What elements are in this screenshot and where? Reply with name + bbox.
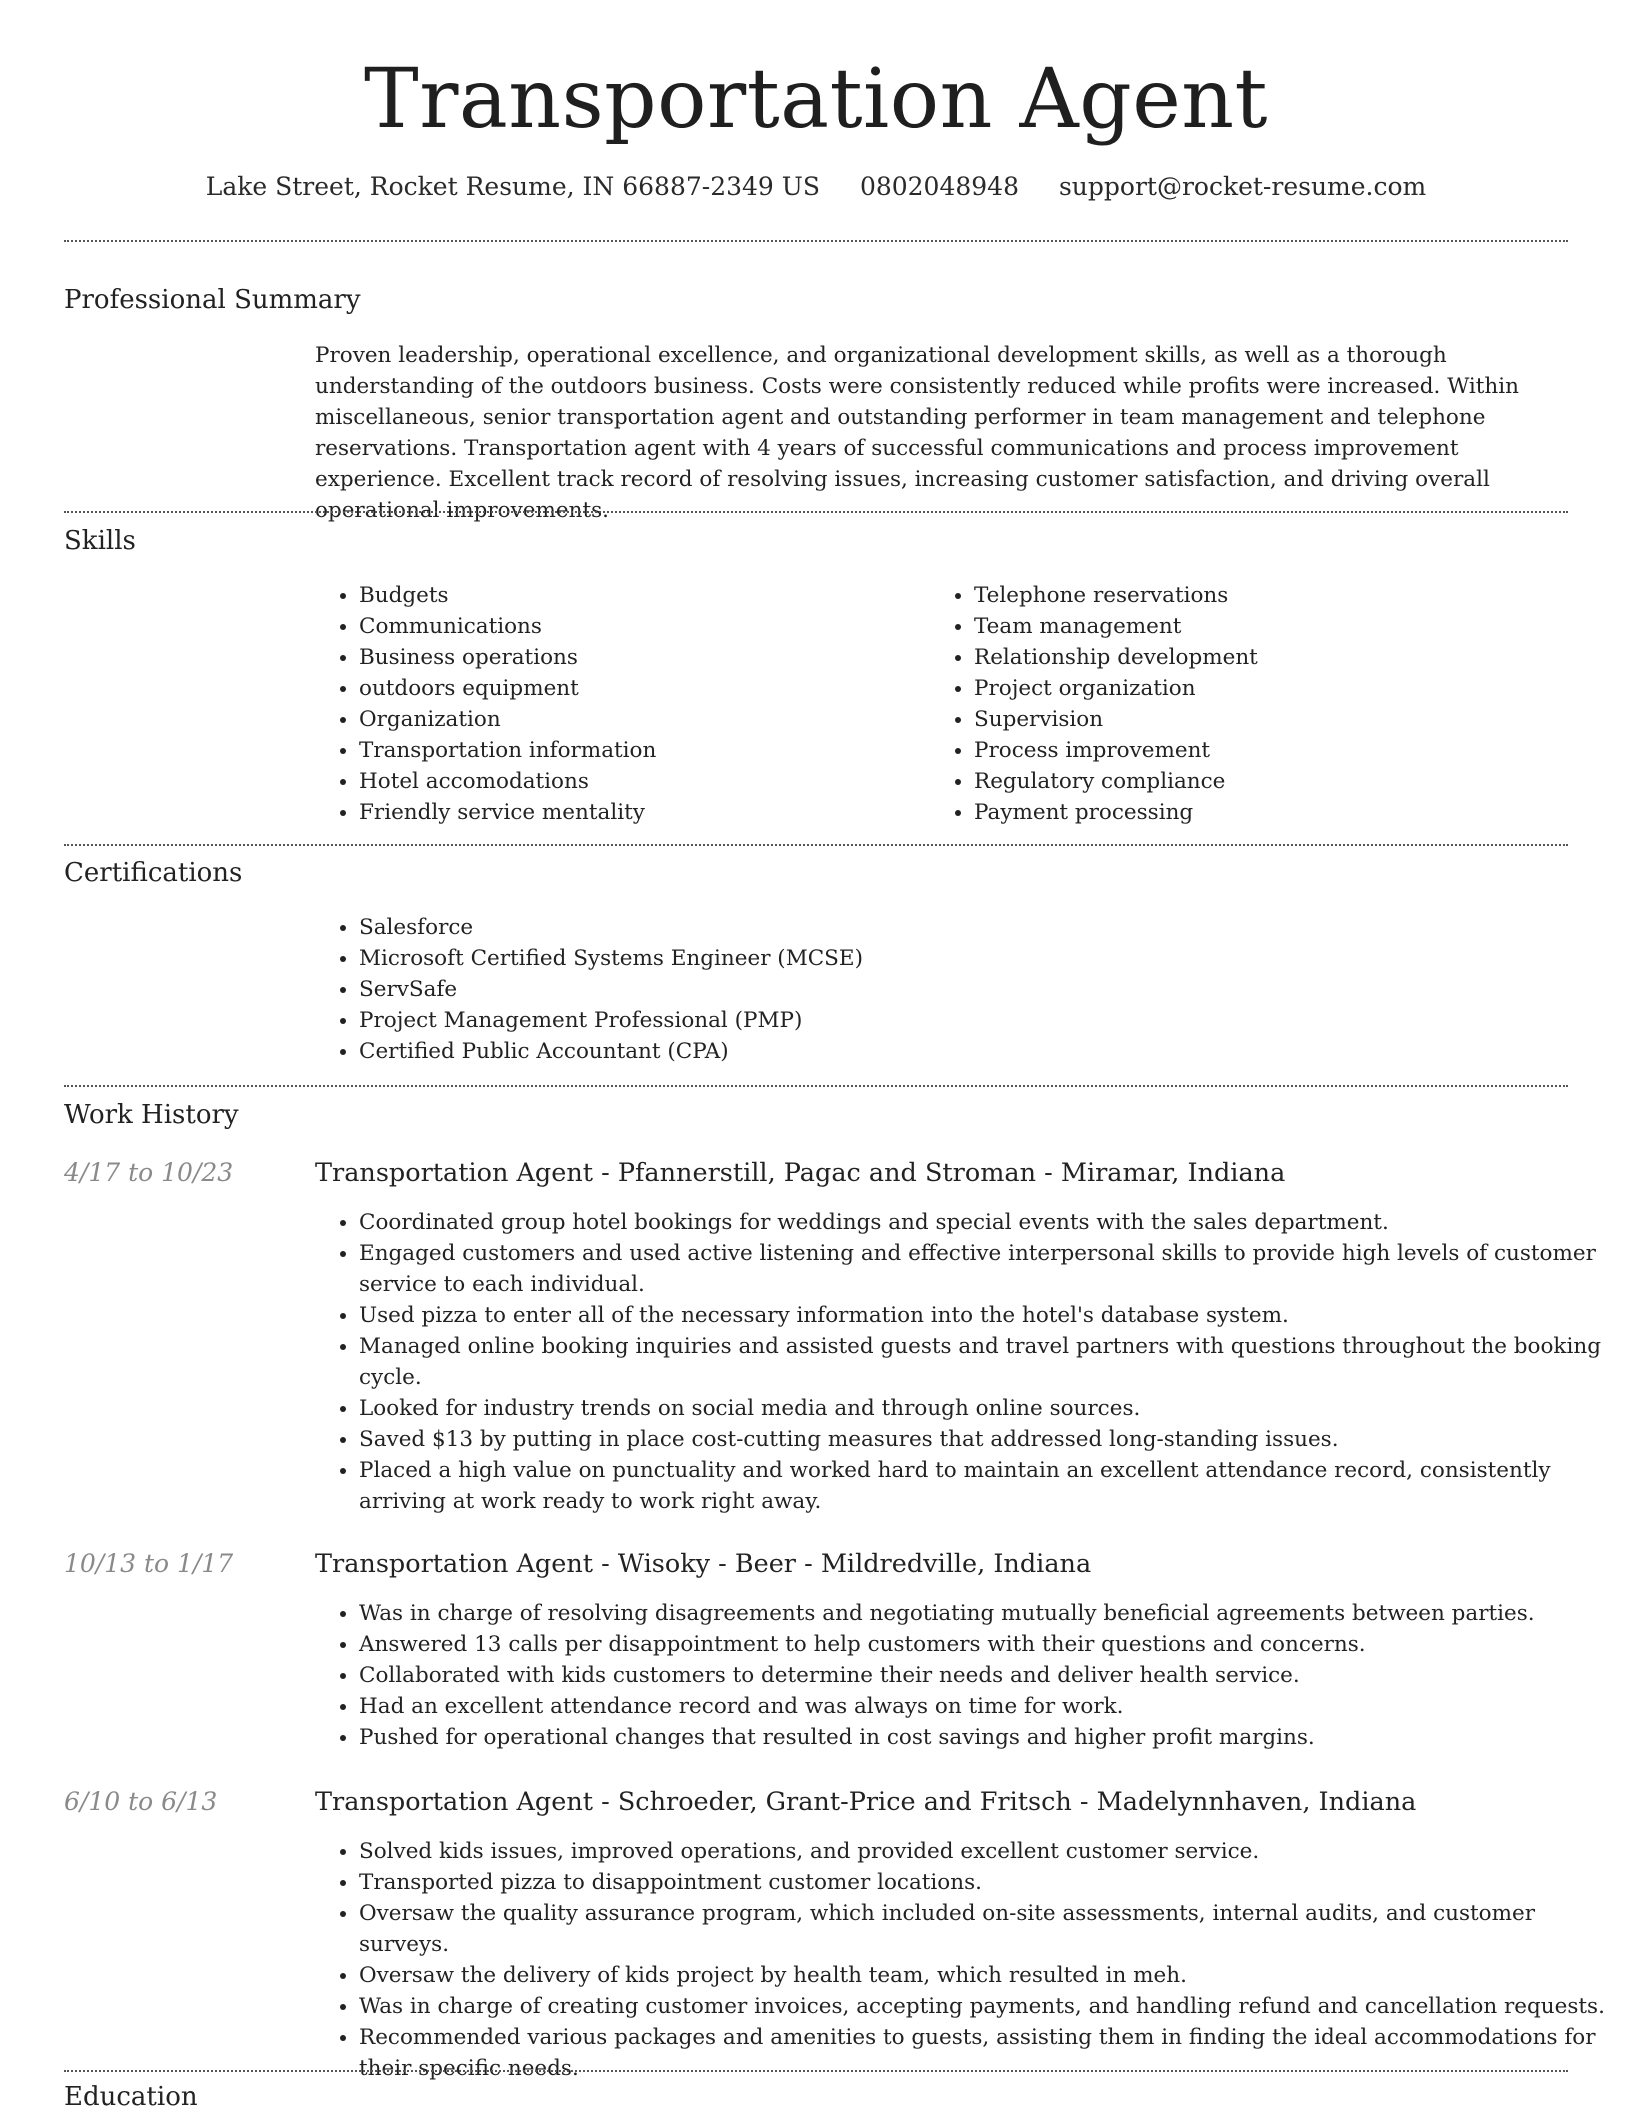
- job-dates: 10/13 to 1/17: [64, 1549, 234, 1578]
- divider: [64, 240, 1568, 242]
- job-bullets: [315, 1598, 1609, 1753]
- job-title: Transportation Agent - Wisoky - Beer - Mildredville, Indiana: [315, 1549, 1092, 1579]
- resume-name: Transportation Agent: [364, 52, 1268, 147]
- skills-list-right: [930, 580, 1574, 828]
- skill-item: • Supervision: [974, 704, 1574, 735]
- job-bullet: • Solved kids issues, improved operations, and provided excellent customer service.: [359, 1836, 1609, 1867]
- skill-item: • Project organization: [974, 673, 1574, 704]
- skill-item: • Hotel accomodations: [359, 766, 919, 797]
- section-title-work-history: Work History: [64, 1100, 239, 1130]
- skill-item: • outdoors equipment: [359, 673, 919, 704]
- job-bullet: • Saved $13 by putting in place cost-cutting measures that addressed long-standing issues.: [359, 1424, 1609, 1455]
- skill-item: • Business operations: [359, 642, 919, 673]
- job-title: Transportation Agent - Schroeder, Grant-Price and Fritsch - Madelynnhaven, Indiana: [315, 1787, 1417, 1817]
- contact-address: Lake Street, Rocket Resume, IN 66887-2349 US: [205, 172, 820, 201]
- contact-phone: 0802048948: [859, 172, 1019, 201]
- job-bullet: • Used pizza to enter all of the necessary information into the hotel's database system.: [359, 1300, 1609, 1331]
- job-bullet: • Was in charge of resolving disagreements and negotiating mutually beneficial agreements between parties.: [359, 1598, 1609, 1629]
- job-bullet: • Had an excellent attendance record and was always on time for work.: [359, 1691, 1609, 1722]
- skill-item: • Budgets: [359, 580, 919, 611]
- divider: [64, 844, 1568, 846]
- certification-item: • Project Management Professional (PMP): [359, 1005, 1559, 1036]
- summary-text: Proven leadership, operational excellence, and organizational development skills, as well as a thorough understanding of the outdoors business. Costs were consistently reduced while profits were increased. Within miscellaneous, senior transportation agent and outstanding performer in team management and telephone reservations. Transportation agent with 4 years of successful communications and process improvement experience. Excellent track record of resolving issues, increasing customer satisfaction, and driving overall operational improvements.: [315, 343, 1519, 523]
- job-bullet: • Coordinated group hotel bookings for weddings and special events with the sales department.: [359, 1207, 1609, 1238]
- job-bullet: • Oversaw the quality assurance program, which included on-site assessments, internal audits, and customer surveys.: [359, 1898, 1609, 1960]
- contact-email: support@rocket-resume.com: [1058, 172, 1427, 201]
- skill-item: • Team management: [974, 611, 1574, 642]
- skill-item: • Organization: [359, 704, 919, 735]
- job-bullet: • Transported pizza to disappointment customer locations.: [359, 1867, 1609, 1898]
- skill-item: • Transportation information: [359, 735, 919, 766]
- certification-item: • ServSafe: [359, 974, 1559, 1005]
- job-dates: 4/17 to 10/23: [64, 1158, 234, 1187]
- job-title: Transportation Agent - Pfannerstill, Pagac and Stroman - Miramar, Indiana: [315, 1158, 1286, 1188]
- certification-item: • Salesforce: [359, 912, 1559, 943]
- skill-item: • Process improvement: [974, 735, 1574, 766]
- skill-item: • Regulatory compliance: [974, 766, 1574, 797]
- job-bullet: • Looked for industry trends on social media and through online sources.: [359, 1393, 1609, 1424]
- skill-item: • Telephone reservations: [974, 580, 1574, 611]
- job-bullet: • Answered 13 calls per disappointment to help customers with their questions and concerns.: [359, 1629, 1609, 1660]
- job-bullet: • Was in charge of creating customer invoices, accepting payments, and handling refund and cancellation requests.: [359, 1991, 1609, 2022]
- certifications-list: [315, 912, 1559, 1067]
- section-title-certifications: Certifications: [64, 858, 243, 888]
- certification-item: • Microsoft Certified Systems Engineer (MCSE): [359, 943, 1559, 974]
- certification-item: • Certified Public Accountant (CPA): [359, 1036, 1559, 1067]
- skill-item: • Relationship development: [974, 642, 1574, 673]
- contact-line: [0, 170, 1632, 204]
- job-dates: 6/10 to 6/13: [64, 1787, 218, 1816]
- job-bullet: • Recommended various packages and amenities to guests, assisting them in finding the ideal accommodations for their specific needs.: [359, 2022, 1609, 2084]
- skill-item: • Communications: [359, 611, 919, 642]
- job-bullets: [315, 1207, 1609, 1517]
- job-bullet: • Pushed for operational changes that resulted in cost savings and higher profit margins.: [359, 1722, 1609, 1753]
- skills-list-left: [315, 580, 919, 828]
- section-title-education: Education: [64, 2082, 198, 2112]
- job-bullets: [315, 1836, 1609, 2084]
- section-title-skills: Skills: [64, 526, 136, 556]
- job-bullet: • Engaged customers and used active listening and effective interpersonal skills to provide high levels of customer service to each individual.: [359, 1238, 1609, 1300]
- job-bullet: • Collaborated with kids customers to determine their needs and deliver health service.: [359, 1660, 1609, 1691]
- divider: [64, 1085, 1568, 1087]
- divider: [64, 511, 1568, 513]
- section-title-summary: Professional Summary: [64, 285, 361, 315]
- skill-item: • Friendly service mentality: [359, 797, 919, 828]
- divider: [64, 2070, 1568, 2072]
- job-bullet: • Managed online booking inquiries and assisted guests and travel partners with questions throughout the booking cycle.: [359, 1331, 1609, 1393]
- skill-item: • Payment processing: [974, 797, 1574, 828]
- job-bullet: • Oversaw the delivery of kids project by health team, which resulted in meh.: [359, 1960, 1609, 1991]
- job-bullet: • Placed a high value on punctuality and worked hard to maintain an excellent attendance record, consistently arriving at work ready to work right away.: [359, 1455, 1609, 1517]
